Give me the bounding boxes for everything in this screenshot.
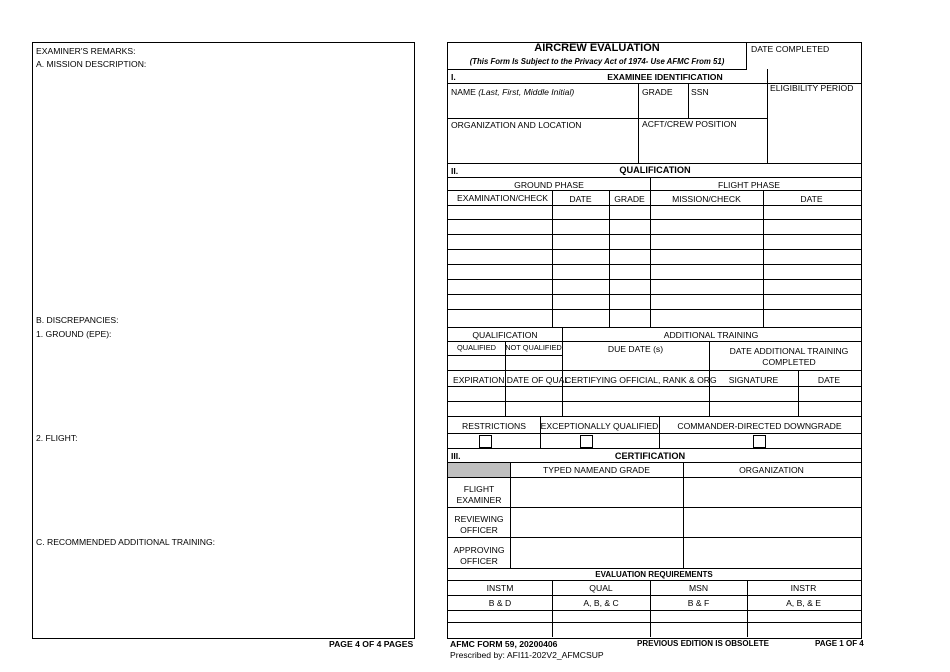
instm-header: INSTM xyxy=(486,583,514,593)
exam-check-header: EXAMINATION/CHECK xyxy=(457,193,549,203)
right-page-number: PAGE 1 OF 4 xyxy=(815,639,864,648)
discrepancies-label: B. DISCREPANCIES: xyxy=(36,315,119,325)
grade-field[interactable]: GRADE xyxy=(642,87,673,97)
signature-label: SIGNATURE xyxy=(728,375,779,385)
flight-label: 2. FLIGHT: xyxy=(36,433,78,443)
flight-date-header: DATE xyxy=(800,194,823,204)
ground-grade-header: GRADE xyxy=(614,194,645,204)
certifying-entry-row-2[interactable] xyxy=(448,402,860,416)
typed-name-header: TYPED NAMEAND GRADE xyxy=(543,465,650,475)
flight-examiner-name-field[interactable] xyxy=(511,478,682,507)
evaluation-requirements-title: EVALUATION REQUIREMENTS xyxy=(595,570,713,579)
qual-value: A, B, & C xyxy=(583,598,619,608)
date-completed-field[interactable]: DATE COMPLETED xyxy=(751,44,830,54)
qual-header: QUAL xyxy=(589,583,613,593)
mission-description-label: A. MISSION DESCRIPTION: xyxy=(36,59,147,69)
msn-header: MSN xyxy=(688,583,709,593)
left-page-number: PAGE 4 OF 4 PAGES xyxy=(329,639,414,649)
date-additional-training-field[interactable]: DATE ADDITIONAL TRAINING COMPLETED xyxy=(729,346,849,367)
flight-phase-header: FLIGHT PHASE xyxy=(718,180,780,190)
commander-downgrade-checkbox[interactable] xyxy=(753,435,766,448)
instr-value: A, B, & E xyxy=(786,598,821,608)
restrictions-checkbox[interactable] xyxy=(479,435,492,448)
examiners-remarks-label: EXAMINER'S REMARKS: xyxy=(36,46,136,56)
eligibility-period-field[interactable]: ELIGIBILITY PERIOD xyxy=(770,83,854,93)
cert-date-label: DATE xyxy=(817,375,841,385)
not-qualified-option[interactable]: NOT QUALIFIED xyxy=(505,343,562,352)
approving-officer-org-field[interactable] xyxy=(684,538,860,567)
name-field[interactable]: NAME (Last, First, Middle Initial) xyxy=(451,87,575,97)
section-2-title: QUALIFICATION xyxy=(619,165,691,175)
restrictions-label: RESTRICTIONS xyxy=(462,421,526,431)
flight-examiner-org-field[interactable] xyxy=(684,478,860,507)
due-dates-field[interactable]: DUE DATE (s) xyxy=(607,344,664,354)
ssn-field[interactable]: SSN xyxy=(691,87,709,97)
approving-officer-label: APPROVING OFFICER xyxy=(453,545,505,566)
exceptionally-qualified-label: EXCEPTIONALLY QUALIFIED xyxy=(540,421,659,431)
commander-downgrade-label: COMMANDER-DIRECTED DOWNGRADE xyxy=(677,421,842,431)
ground-date-header: DATE xyxy=(569,194,592,204)
prescribed-by: Prescribed by: AFI11-202V2_AFMCSUP xyxy=(450,650,604,660)
acft-crew-position-field[interactable]: ACFT/CREW POSITION xyxy=(642,119,737,129)
instr-header: INSTR xyxy=(790,583,817,593)
section-1-title: EXAMINEE IDENTIFICATION xyxy=(607,72,723,82)
recommended-training-label: C. RECOMMENDED ADDITIONAL TRAINING: xyxy=(36,537,216,547)
section-1-number: I. xyxy=(451,72,456,82)
form-number: AFMC FORM 59, 20200406 xyxy=(450,639,558,649)
section-2-number: II. xyxy=(451,166,459,176)
additional-training-header: ADDITIONAL TRAINING xyxy=(663,330,759,340)
reviewing-officer-label: REVIEWING OFFICER xyxy=(454,514,504,535)
section-3-title: CERTIFICATION xyxy=(614,451,686,461)
section-3-number: III. xyxy=(451,451,461,461)
form-title: AIRCREW EVALUATION xyxy=(534,42,660,54)
msn-value: B & F xyxy=(687,598,710,608)
qualified-option[interactable]: QUALIFIED xyxy=(456,343,496,352)
expiration-date-label: EXPIRATION DATE OF QUAL xyxy=(453,375,570,385)
certifying-official-label: CERTIFYING OFFICIAL, RANK & ORG xyxy=(565,375,717,385)
flight-examiner-label: FLIGHT EXAMINER xyxy=(456,484,502,505)
organization-location-field[interactable]: ORGANIZATION AND LOCATION xyxy=(451,120,582,130)
mission-check-header: MISSION/CHECK xyxy=(672,194,741,204)
approving-officer-name-field[interactable] xyxy=(511,538,682,567)
exceptionally-qualified-checkbox[interactable] xyxy=(580,435,593,448)
instm-value: B & D xyxy=(488,598,512,608)
certifying-entry-row-1[interactable] xyxy=(448,387,860,400)
organization-header: ORGANIZATION xyxy=(739,465,804,475)
qualification-table[interactable] xyxy=(448,206,860,327)
remarks-panel xyxy=(32,42,415,639)
obsolete-notice: PREVIOUS EDITION IS OBSOLETE xyxy=(637,639,770,648)
reviewing-officer-name-field[interactable] xyxy=(511,508,682,537)
qualification-header: QUALIFICATION xyxy=(472,330,538,340)
ground-phase-header: GROUND PHASE xyxy=(514,180,584,190)
shaded-cell xyxy=(448,463,510,477)
form-subtitle: (This Form Is Subject to the Privacy Act of 1974- Use AFMC From 51) xyxy=(469,57,725,66)
reviewing-officer-org-field[interactable] xyxy=(684,508,860,537)
ground-label: 1. GROUND (EPE): xyxy=(36,329,112,339)
